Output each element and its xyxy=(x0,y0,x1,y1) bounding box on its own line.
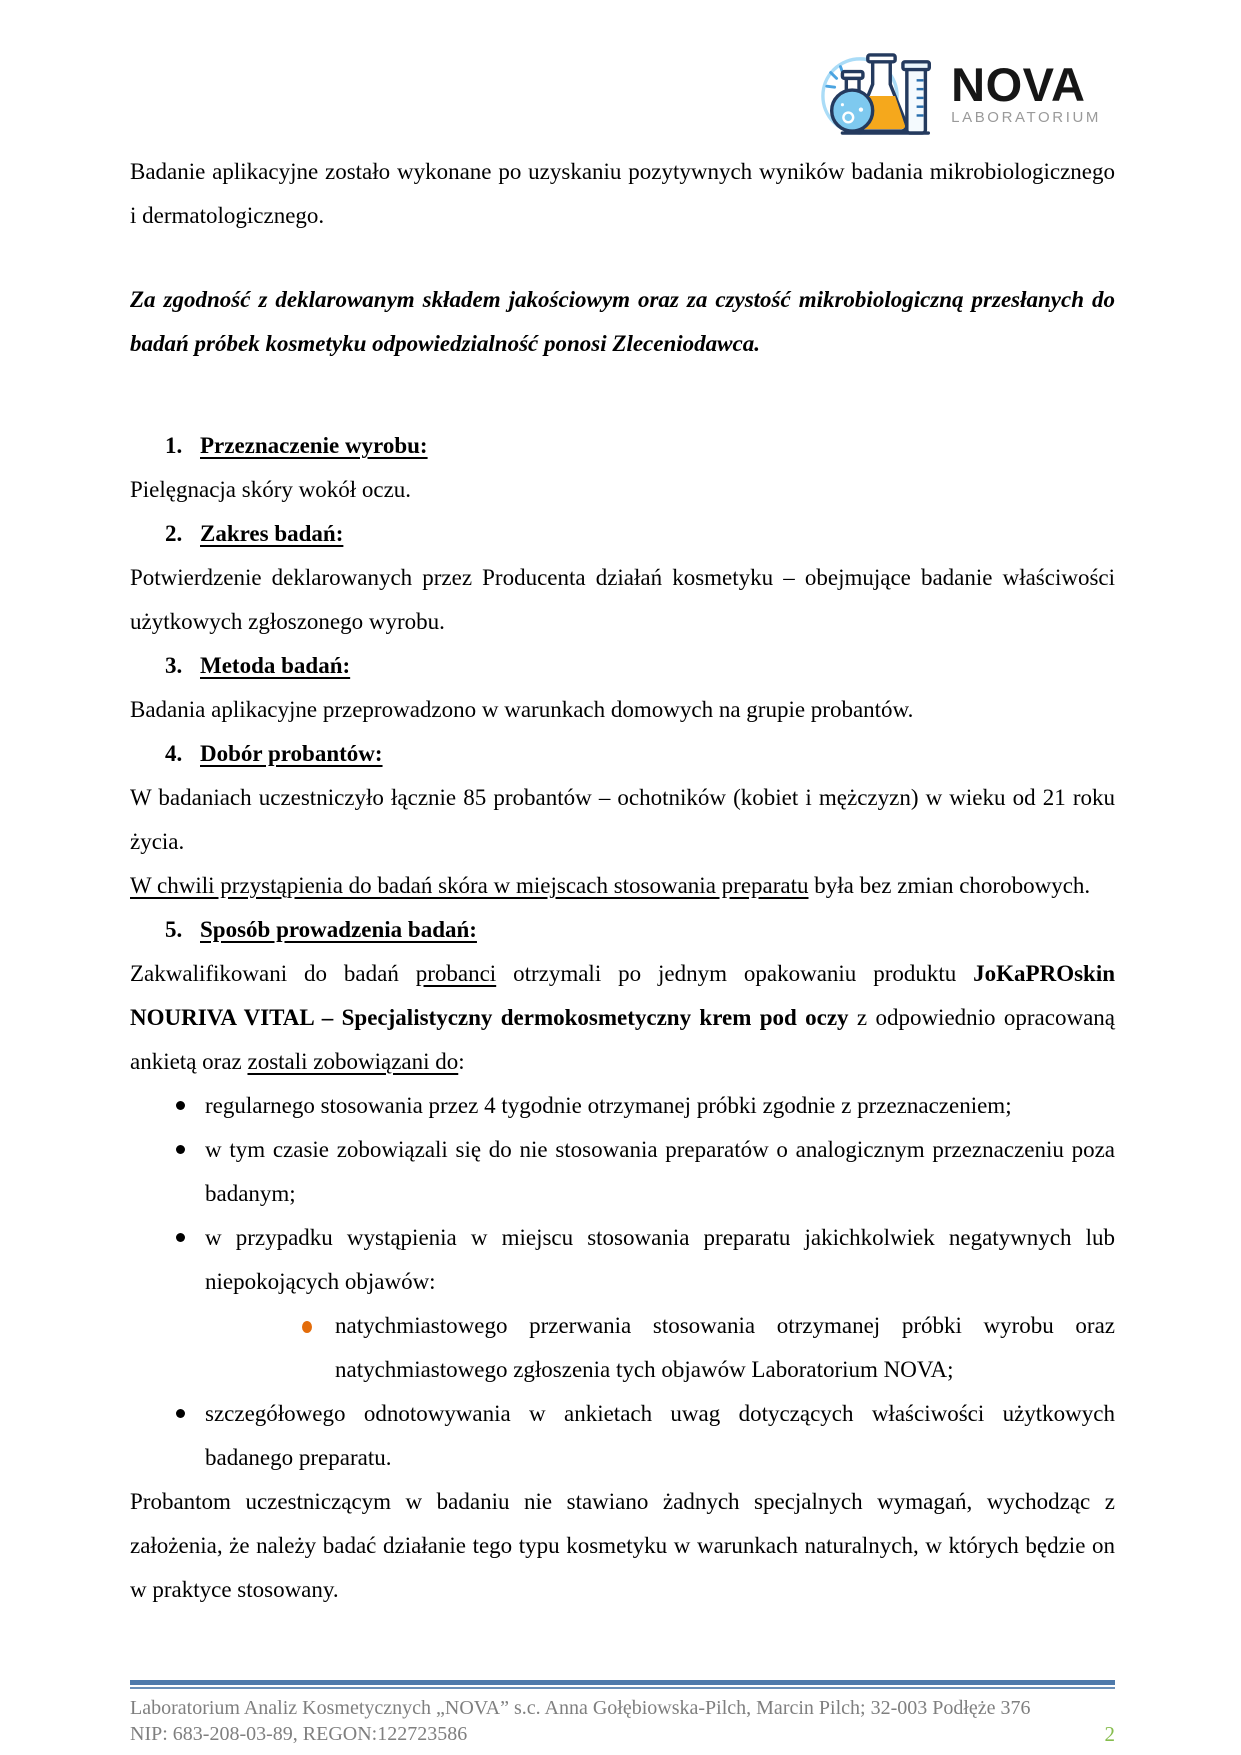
product-name-bold-run: JoKaPROskin NOURIVA VITAL – Specjalistyczny dermokosmetyczny krem pod oczy xyxy=(130,961,1116,1030)
sub-list-item xyxy=(130,1304,1115,1392)
section-4-heading xyxy=(130,732,1115,776)
footer-line-2: NIP: 683-208-03-89, REGON:122723586 xyxy=(130,1723,468,1745)
section-2-title: Zakres badań: xyxy=(200,521,344,546)
section-4-title: Dobór probantów: xyxy=(200,741,383,766)
section-1-title: Przeznaczenie wyrobu: xyxy=(200,433,428,458)
section-2-body: Potwierdzenie deklarowanych przez Producenta działań kosmetyku – obejmujące badanie właściwości użytkowych zgłoszonego wyrobu. xyxy=(130,565,1115,634)
section-2-number: 2. xyxy=(165,521,183,546)
bullet-icon xyxy=(176,1101,185,1110)
list-item-text: w przypadku wystąpienia w miejscu stosowania preparatu jakichkolwiek negatywnych lub niepokojących objawów: xyxy=(205,1225,1115,1294)
bullet-icon xyxy=(176,1145,185,1154)
section-3-body: Badania aplikacyjne przeprowadzono w warunkach domowych na grupie probantów. xyxy=(130,697,914,722)
text-run: była bez zmian chorobowych. xyxy=(808,873,1091,898)
orange-bullet-icon xyxy=(302,1321,312,1333)
underlined-run: W chwili przystąpienia do badań skóra w miejscach stosowania preparatu xyxy=(130,873,809,898)
footer-rule-thick xyxy=(130,1680,1115,1685)
section-3-number: 3. xyxy=(165,653,183,678)
section-4-body: W badaniach uczestniczyło łącznie 85 probantów – ochotników (kobiet i mężczyzn) w wieku od 21 roku życia. xyxy=(130,785,1115,854)
page-footer xyxy=(130,1680,1115,1747)
text-run: otrzymali po jednym opakowaniu produktu xyxy=(496,961,974,986)
list-item-text: w tym czasie zobowiązali się do nie stosowania preparatów o analogicznym przeznaczeniu poza badanym; xyxy=(205,1137,1115,1206)
section-3-title: Metoda badań: xyxy=(200,653,351,678)
text-run: Zakwalifikowani do badań xyxy=(130,961,416,986)
section-5-heading xyxy=(130,908,1115,952)
footer-address xyxy=(130,1695,1031,1747)
section-1-heading xyxy=(130,424,1115,468)
section-5-title: Sposób prowadzenia badań: xyxy=(200,917,477,942)
section-5-number: 5. xyxy=(165,917,183,942)
section-3-heading xyxy=(130,644,1115,688)
closing-paragraph: Probantom uczestniczącym w badaniu nie stawiano żadnych specjalnych wymagań, wychodząc z założenia, że należy badać działanie tego typu kosmetyku w warunkach naturalnych, w których będzie on w praktyce stosowany. xyxy=(130,1489,1115,1602)
bullet-icon xyxy=(176,1409,185,1418)
intro-paragraph: Badanie aplikacyjne zostało wykonane po uzyskaniu pozytywnych wyników badania mikrobiologicznego i dermatologicznego. xyxy=(130,159,1115,228)
list-item-text: regularnego stosowania przez 4 tygodnie otrzymanej próbki zgodnie z przeznaczeniem; xyxy=(205,1093,1012,1118)
underlined-run: zostali zobowiązani do xyxy=(247,1049,459,1074)
logo-brand: NOVA xyxy=(951,57,1086,111)
section-4-body-2 xyxy=(130,864,1115,908)
section-5-intro xyxy=(130,952,1115,1084)
list-item xyxy=(130,1392,1115,1480)
section-1-body: Pielęgnacja skóry wokół oczu. xyxy=(130,477,412,502)
text-run: z odpowiednio opracowaną ankietą oraz xyxy=(130,1005,1115,1074)
disclaimer-paragraph: Za zgodność z deklarowanym składem jakościowym oraz za czystość mikrobiologiczną przesłanych do badań próbek kosmetyku odpowiedzialność ponosi Zleceniodawca. xyxy=(130,287,1115,356)
list-item xyxy=(130,1128,1115,1216)
logo-subtitle: LABORATORIUM xyxy=(951,108,1101,126)
section-1-number: 1. xyxy=(165,433,183,458)
list-item xyxy=(130,1216,1115,1304)
numbered-sections xyxy=(130,424,1115,1480)
sub-list-item-text: natychmiastowego przerwania stosowania otrzymanej próbki wyrobu oraz natychmiastowego zgłoszenia tych objawów Laboratorium NOVA; xyxy=(335,1313,1115,1382)
bullet-icon xyxy=(176,1233,185,1242)
section-4-number: 4. xyxy=(165,741,183,766)
list-item xyxy=(130,1084,1115,1128)
page-number: 2 xyxy=(1104,1722,1115,1746)
text-run: : xyxy=(458,1049,465,1074)
footer-line-1: Laboratorium Analiz Kosmetycznych „NOVA” s.c. Anna Gołębiowska-Pilch, Marcin Pilch; 32-003 Podłęże 376 xyxy=(130,1697,1031,1719)
section-2-heading xyxy=(130,512,1115,556)
list-item-text: szczegółowego odnotowywania w ankietach uwag dotyczących właściwości użytkowych badanego preparatu. xyxy=(205,1401,1115,1470)
underlined-run: probanci xyxy=(415,961,497,986)
document-body xyxy=(130,0,1115,1612)
footer-body xyxy=(130,1695,1115,1747)
footer-rule-thin xyxy=(130,1687,1115,1689)
